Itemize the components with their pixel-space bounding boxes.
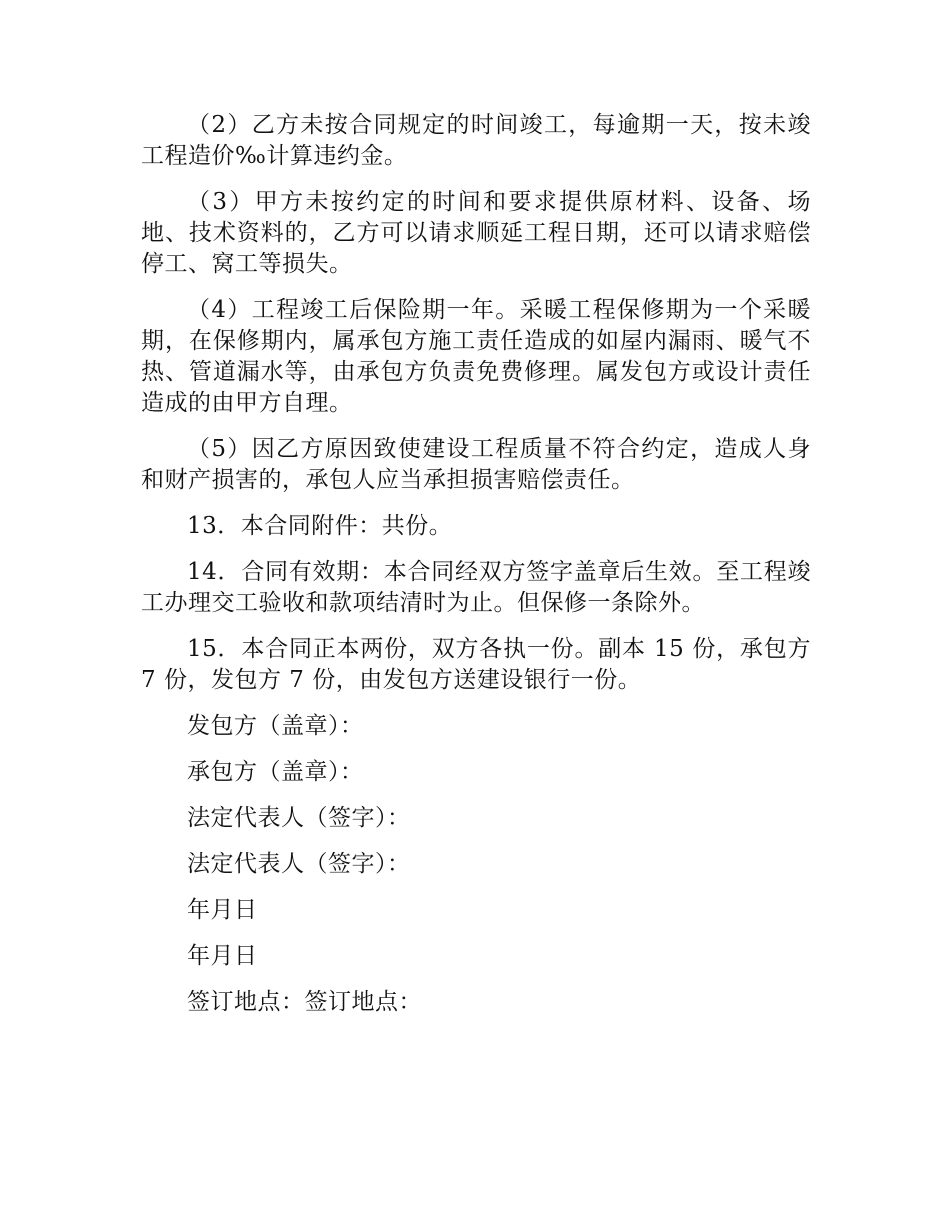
contractor-seal-line: 承包方（盖章）：	[187, 759, 364, 785]
clause-2-paragraph: （2）乙方未按合同规定的时间竣工，每逾期一天，按未竣工程造价‰计算违约金。	[141, 112, 811, 169]
clause-13-paragraph: 13．本合同附件：共份。	[187, 513, 453, 539]
clause-4-paragraph: （4）工程竣工后保险期一年。采暖工程保修期为一个采暖期，在保修期内，属承包方施工责任造成的如屋内漏雨、暖气不热、管道漏水等，由承包方负责免费修理。属发包方或设计责任造成的由甲方自理。	[141, 297, 811, 416]
contractor-date-line: 年月日	[187, 943, 258, 969]
contractor-representative-line: 法定代表人（签字）：	[187, 851, 411, 877]
clause-14-paragraph: 14．合同有效期：本合同经双方签字盖章后生效。至工程竣工办理交工验收和款项结清时为止。但保修一条除外。	[141, 559, 811, 616]
employer-representative-line: 法定代表人（签字）：	[187, 805, 411, 831]
document-body	[141, 110, 811, 1033]
signing-location-line: 签订地点：签订地点：	[187, 989, 422, 1015]
clause-5-paragraph: （5）因乙方原因致使建设工程质量不符合约定，造成人身和财产损害的，承包人应当承担损害赔偿责任。	[141, 436, 811, 493]
employer-seal-line: 发包方（盖章）：	[187, 713, 364, 739]
employer-date-line: 年月日	[187, 897, 258, 923]
clause-15-paragraph: 15．本合同正本两份，双方各执一份。副本 15 份，承包方 7 份，发包方 7 份，由发包方送建设银行一份。	[141, 636, 811, 693]
clause-3-paragraph: （3）甲方未按约定的时间和要求提供原材料、设备、场地、技术资料的，乙方可以请求顺延工程日期，还可以请求赔偿停工、窝工等损失。	[141, 189, 811, 277]
